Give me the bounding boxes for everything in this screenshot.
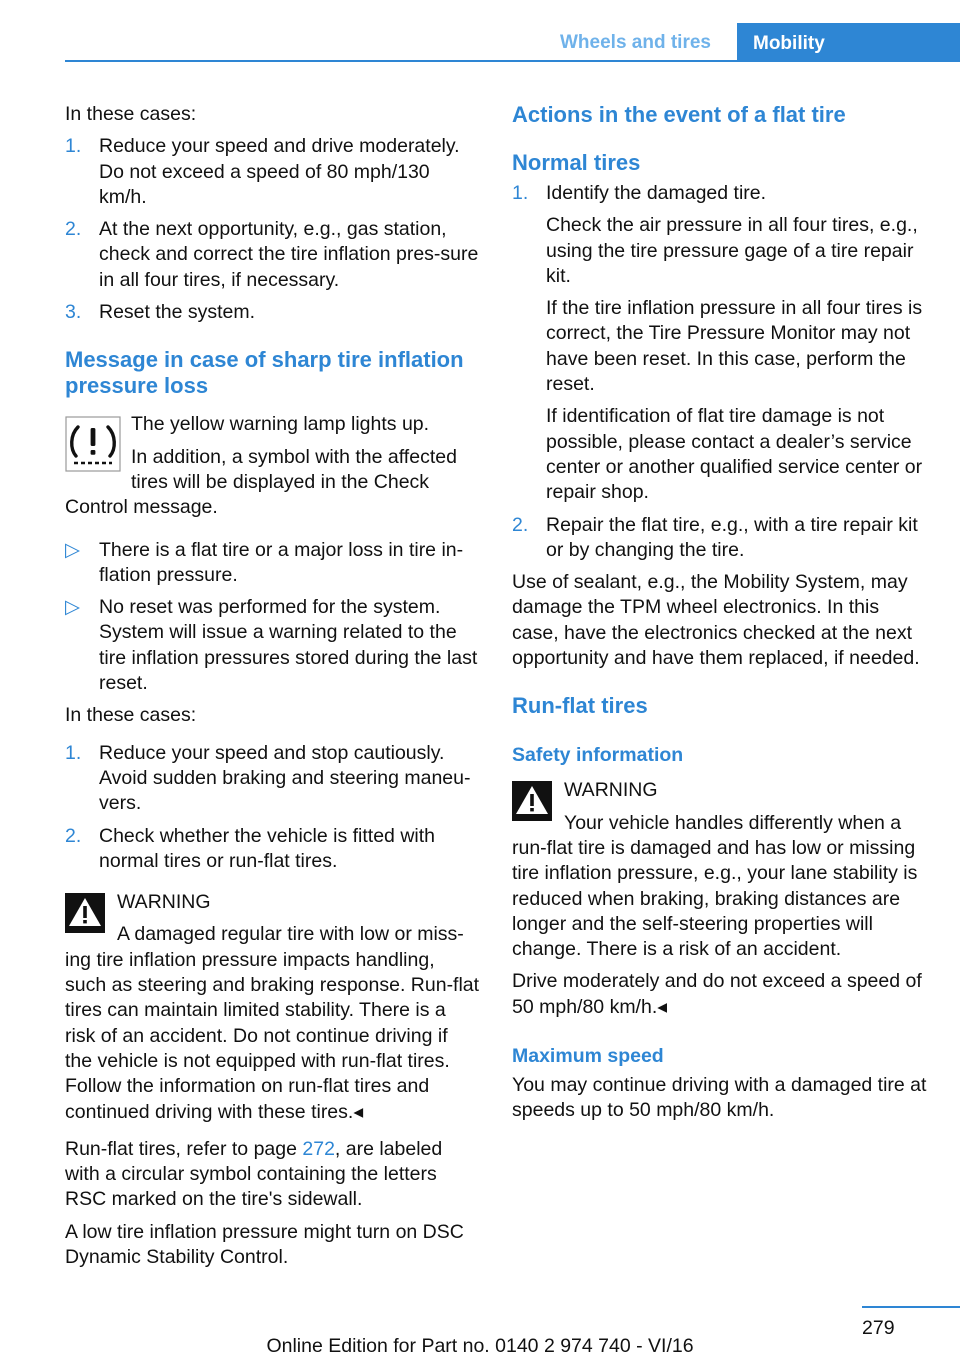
bullet-triangle-icon: ▷ bbox=[65, 596, 80, 619]
normal-tires-steps bbox=[512, 181, 930, 563]
warning-text: A damaged regular tire with low or miss-ing tire inflation pressure impacts handling, such as steering and braking response. Run-flat tires can maintain limited stability. There is a risk of an accident. Do not continue driving if the vehicle is not equipped with run-flat tires. Follow the information on run-flat tires and continued driving with these tires.◂ bbox=[65, 923, 480, 1123]
steps-list-1 bbox=[65, 134, 480, 325]
cases-intro-1: In these cases: bbox=[65, 103, 197, 125]
step-detail: If identification of flat tire damage is not possible, please contact a dealer’s service center or another qualified service center or repair shop. bbox=[546, 405, 923, 504]
page-reference-link[interactable]: 272 bbox=[302, 1137, 335, 1160]
list-item: 1. Identify the damaged tire. Check the air pressure in all four tires, e.g., using the tire pressure gage of a tire repair kit. If the tire inflation pressure in all four tires is correct, the Tire Pressure Monitor may not have been reset. In this case, perform the reset. If identification of flat tire damage is not possible, please contact a dealer’s service center or another qualified service center or repair shop. bbox=[512, 181, 930, 506]
warning-block-regular-tire bbox=[65, 890, 480, 1137]
list-item: ▷ There is a flat tire or a major loss in tire in-flation pressure. bbox=[65, 538, 464, 586]
heading-safety-information: Safety information bbox=[512, 744, 684, 767]
warning-text: Your vehicle handles differently when a run-flat tire is damaged and has low or missing tire inflation pressure, e.g., your lane stability is reduced when braking, braking distances are longer and the self-steering properties will change. There is a risk of an accident. bbox=[512, 811, 918, 961]
page-number-rule bbox=[862, 1306, 960, 1308]
rsc-paragraph: Run-flat tires, refer to page 272, are labeled with a circular symbol containing the letters RSC marked on the tire's sidewall. bbox=[65, 1137, 443, 1211]
warning-triangle-icon bbox=[512, 781, 552, 821]
tire-pressure-warning-lamp-icon bbox=[65, 416, 121, 472]
drive-moderately-paragraph: Drive moderately and do not exceed a speed of 50 mph/80 km/h.◂ bbox=[512, 970, 922, 1018]
warning-triangle-icon bbox=[65, 893, 105, 933]
warning-block-run-flat bbox=[512, 778, 930, 969]
list-number: 2. bbox=[65, 824, 82, 847]
list-number: 1. bbox=[512, 182, 529, 204]
list-item: 3. Reset the system. bbox=[65, 300, 480, 325]
warning-title: WARNING bbox=[564, 779, 658, 802]
lamp-text-1: The yellow warning lamp lights up. bbox=[131, 413, 430, 436]
list-item: 2. At the next opportunity, e.g., gas station, check and correct the tire inflation pres-sure in all four tires, if necessary. bbox=[65, 218, 479, 291]
heading-sharp-pressure-loss: Message in case of sharp tire inflation pressure loss bbox=[65, 347, 464, 399]
right-column bbox=[512, 102, 930, 1131]
list-item: 2. Check whether the vehicle is fitted with normal tires or run-flat tires. bbox=[65, 824, 435, 872]
lamp-text-2: In addition, a symbol with the affected tires will be displayed in the Check Control message. bbox=[65, 445, 457, 519]
list-item: ▷ No reset was performed for the system. System will issue a warning related to the tire inflation pressures stored during the last reset. bbox=[65, 596, 478, 695]
list-item: 2. Repair the flat tire, e.g., with a tire repair kit or by changing the tire. bbox=[512, 513, 918, 561]
list-number: 3. bbox=[65, 301, 82, 324]
heading-run-flat-tires: Run-flat tires bbox=[512, 693, 648, 719]
list-item: 1. Reduce your speed and stop cautiously. Avoid sudden braking and steering maneu-vers. bbox=[65, 741, 471, 815]
step-detail: Check the air pressure in all four tires, e.g., using the tire pressure gage of a tire repair kit. bbox=[546, 214, 918, 287]
maximum-speed-paragraph: You may continue driving with a damaged tire at speeds up to 50 mph/80 km/h. bbox=[512, 1074, 927, 1122]
cases-intro-2: In these cases: bbox=[65, 704, 197, 727]
dsc-paragraph: A low tire inflation pressure might turn on DSC Dynamic Stability Control. bbox=[65, 1220, 464, 1268]
bullet-triangle-icon: ▷ bbox=[65, 538, 80, 561]
heading-flat-tire-actions: Actions in the event of a flat tire bbox=[512, 102, 846, 127]
running-header-section: Wheels and tires bbox=[560, 32, 711, 53]
list-number: 1. bbox=[65, 135, 82, 158]
cause-bullet-list bbox=[65, 538, 480, 697]
heading-maximum-speed: Maximum speed bbox=[512, 1045, 664, 1068]
heading-normal-tires: Normal tires bbox=[512, 150, 641, 175]
list-number: 1. bbox=[65, 741, 82, 764]
left-column bbox=[65, 102, 480, 1277]
step-detail: If the tire inflation pressure in all four tires is correct, the Tire Pressure Monitor may not have been reset. In this case, perform the reset. bbox=[546, 297, 923, 396]
steps-list-2 bbox=[65, 741, 480, 874]
warning-title: WARNING bbox=[117, 891, 211, 914]
sealant-paragraph: Use of sealant, e.g., the Mobility System, may damage the TPM wheel electronics. In this case, have the electronics checked at the next opportunity and have them replaced, if needed. bbox=[512, 571, 920, 670]
running-header-chapter-tab: Mobility bbox=[737, 23, 960, 62]
warning-lamp-block bbox=[65, 412, 480, 537]
list-number: 2. bbox=[512, 513, 529, 536]
edition-footer: Online Edition for Part no. 0140 2 974 740 - VI/16 bbox=[266, 1335, 694, 1357]
list-number: 2. bbox=[65, 218, 82, 241]
page-number: 279 bbox=[862, 1317, 895, 1339]
list-item: 1. Reduce your speed and drive moderately. Do not exceed a speed of 80 mph/130 km/h. bbox=[65, 135, 460, 208]
header-rule bbox=[65, 60, 960, 62]
